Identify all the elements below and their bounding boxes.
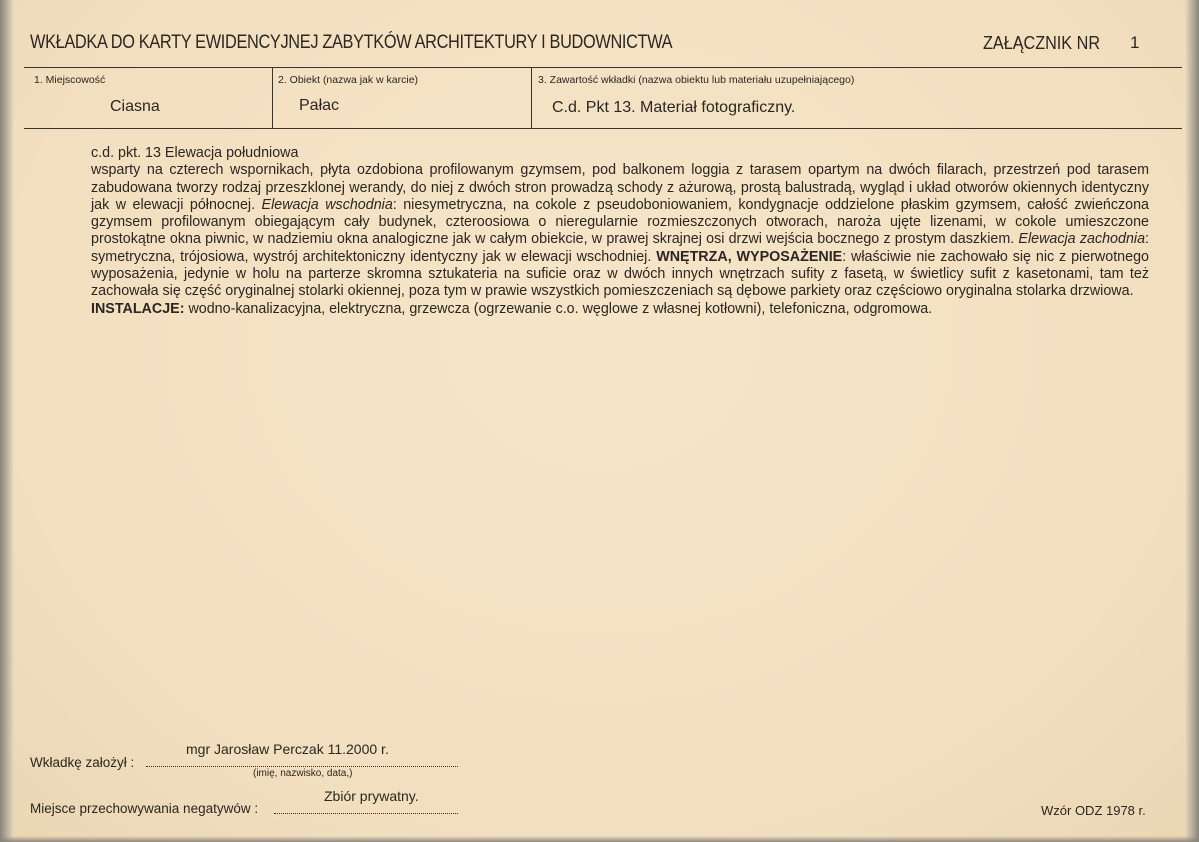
- form-title: WKŁADKA DO KARTY EWIDENCYJNEJ ZABYTKÓW ARCHITEKTURY I BUDOWNICTWA: [30, 32, 673, 53]
- content-value: C.d. Pkt 13. Materiał fotograficzny.: [552, 99, 796, 116]
- scan-edge-right: [1185, 0, 1199, 842]
- scan-edge-bottom: [0, 836, 1199, 842]
- negatives-location-label: Miejsce przechowywania negatywów :: [30, 801, 259, 816]
- west-elevation-label: Elewacja zachodnia: [1018, 231, 1146, 248]
- south-elevation-text: wsparty na czterech wspornikach, płyta ozdobiona profilowanym gzymsem, pod balkonem loggia z tarasem opartym na dwóch filarach, przestrzeń pod tarasem zabudowana tworzy rodzaj przeszklonej werandy, do niej z dwóch stron prowadzą schody z ażurową, prostą balustradą, wygląd i układ otworów okiennych identyczny jak w elewacji północnej.: [91, 162, 1149, 213]
- object-label: 2. Obiekt (nazwa jak w karcie): [278, 74, 419, 86]
- field-divider-2: [531, 67, 532, 128]
- negatives-dotted-line: [274, 813, 458, 814]
- west-elevation-text: : symetryczna, trójosiowa, wystrój architektoniczny identyczny jak w elewacji wschodniej.: [91, 231, 1150, 265]
- object-value: Pałac: [299, 97, 340, 114]
- east-elevation-text: : niesymetryczna, na cokole z pseudoboniowaniem, kondygnacje oddzielone płaskim gzymsem, całość zwieńczona gzymsem profilowanym obiegającym cały budynek, czteroosiowa o nieregularnie rozmieszczonych otworach, naroża ujęte lizenami, w cokole umieszczone prostokątne okna piwnic, w nadziemiu okna analogiczne jak w całym obiekcie, w prawej skrajnej osi drzwi wejścia bocznego z prostym daszkiem.: [91, 196, 1149, 248]
- prepared-by-value: mgr Jarosław Perczak 11.2000 r.: [186, 741, 389, 757]
- form-model-label: Wzór ODZ 1978 r.: [1041, 803, 1146, 818]
- locality-label: 1. Miejscowość: [34, 74, 106, 86]
- attachment-number: 1: [1130, 33, 1140, 52]
- scan-edge-left: [0, 0, 14, 842]
- installations-text: wodno-kanalizacyjna, elektryczna, grzewcza (ogrzewanie c.o. węglowe z własnej kotłowni), telefoniczna, odgromowa.: [184, 300, 933, 317]
- east-elevation-label: Elewacja wschodnia: [261, 196, 393, 213]
- field-divider-1: [272, 67, 273, 128]
- content-label: 3. Zawartość wkładki (nazwa obiektu lub materiału uzupełniającego): [538, 74, 855, 86]
- description-heading: c.d. pkt. 13 Elewacja południowa: [91, 145, 299, 161]
- locality-value: Ciasna: [110, 98, 160, 115]
- prepared-by-label: Wkładkę założył :: [30, 755, 135, 770]
- header-rule-bottom: [24, 128, 1182, 129]
- description-text: [91, 145, 1149, 318]
- header-rule-top: [24, 67, 1182, 68]
- attachment-label: ZAŁĄCZNIK NR: [983, 33, 1101, 53]
- interiors-label: WNĘTRZA, WYPOSAŻENIE: [656, 248, 843, 265]
- prepared-by-dotted-line: [146, 766, 458, 767]
- negatives-location-value: Zbiór prywatny.: [324, 788, 419, 804]
- installations-paragraph: [91, 301, 1149, 318]
- description-paragraph: [91, 162, 1149, 300]
- installations-label: INSTALACJE:: [91, 300, 185, 317]
- interiors-text: : właściwie nie zachowało się nic z pierwotnego wyposażenia, jedynie w holu na parterze skromna sztukateria na suficie oraz w dwóch innych wnętrzach sufity z fasetą, w świetlicy sufit z kasetonami, tam też zachowała się część oryginalnej stolarki okiennej, poza tym w prawie wszystkich pomieszczeniach są dębowe parkiety oraz częściowo oryginalna stolarka drzwiowa.: [91, 248, 1149, 300]
- prepared-by-note: (imię, nazwisko, data,): [253, 768, 353, 779]
